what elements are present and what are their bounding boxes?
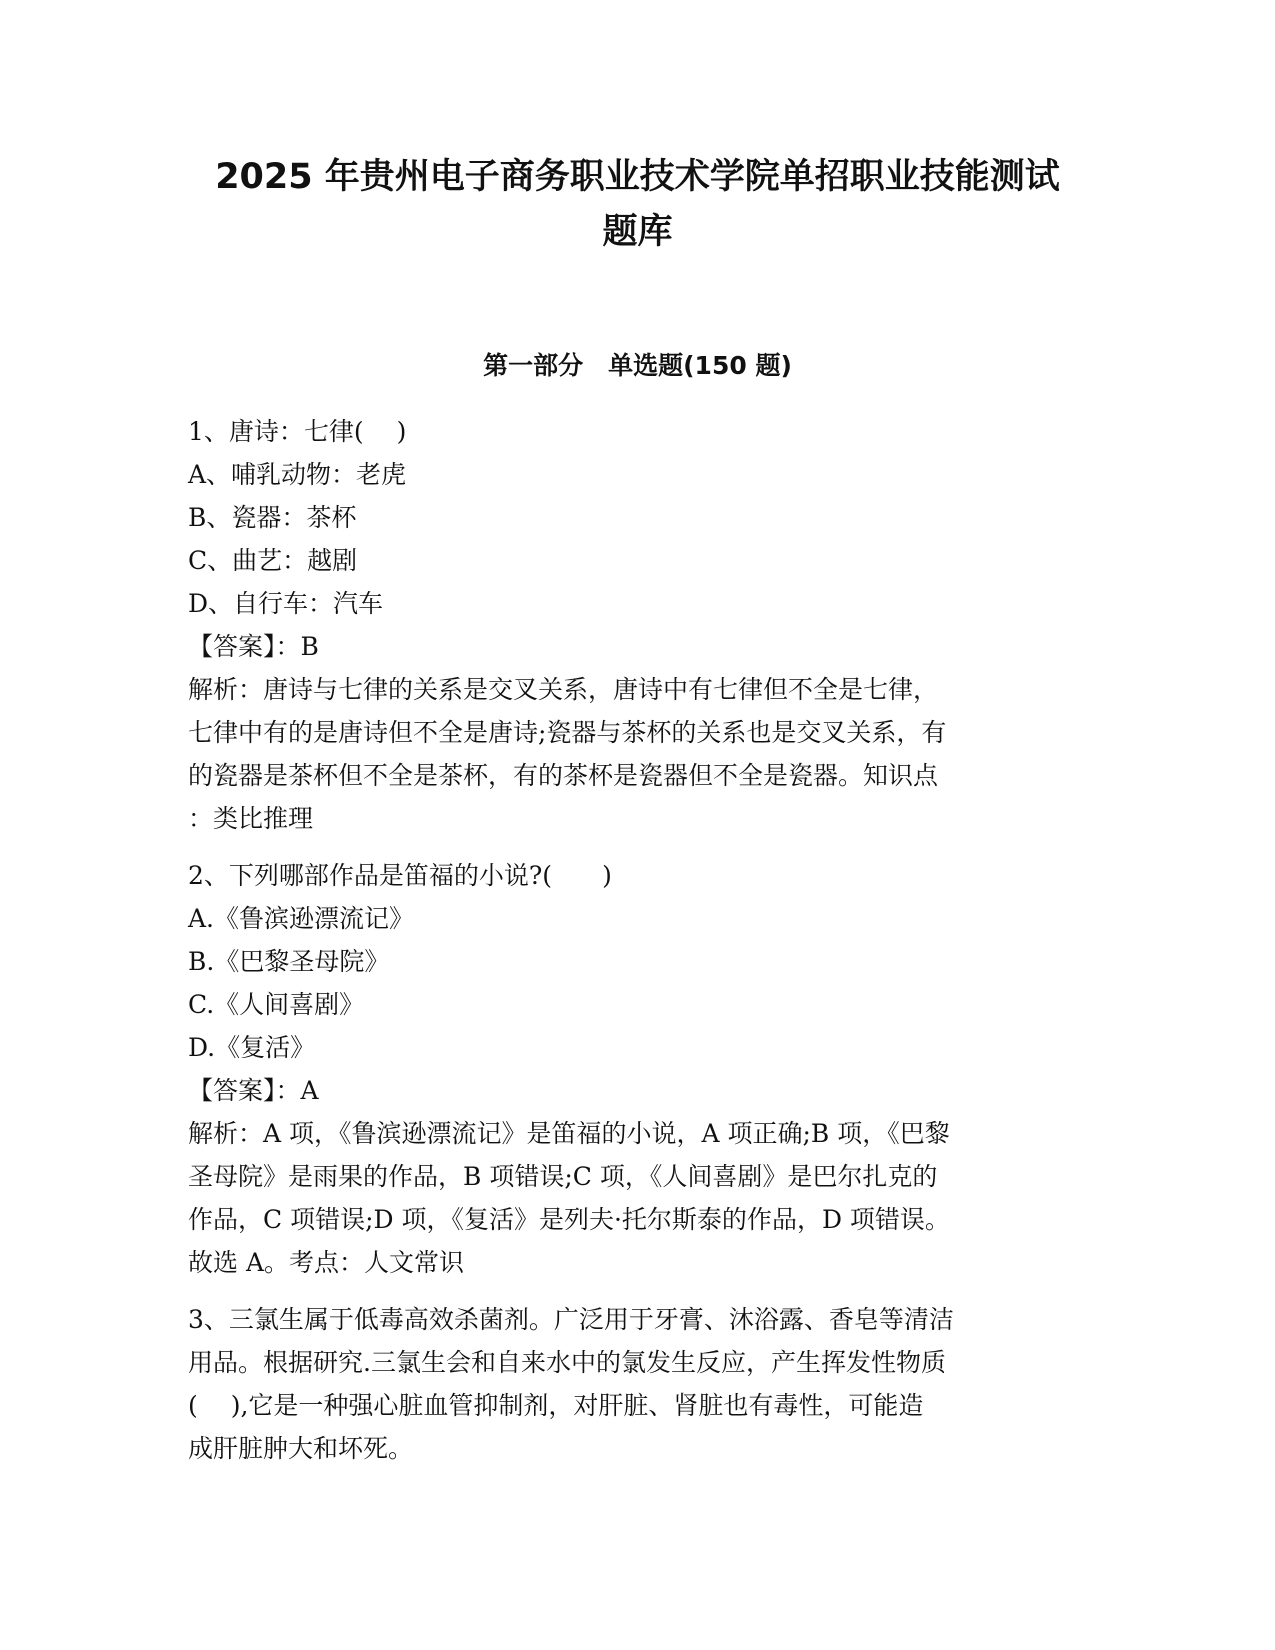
analysis-line: 圣母院》是雨果的作品，B 项错误;C 项，《人间喜剧》是巴尔扎克的 (188, 1162, 938, 1191)
analysis-line: 解析：唐诗与七律的关系是交叉关系，唐诗中有七律但不全是七律， (188, 675, 939, 704)
question-stem: ( ),它是一种强心脏血管抑制剂，对肝脏、肾脏也有毒性，可能造 (188, 1391, 924, 1420)
question-1 (188, 410, 1088, 840)
question-list (188, 410, 1088, 1484)
document-title (180, 150, 1095, 260)
question-stem: 2、下列哪部作品是笛福的小说?( ) (188, 861, 612, 890)
option-b: B、瓷器：茶杯 (188, 503, 357, 532)
option-b: B.《巴黎圣母院》 (188, 947, 390, 976)
analysis-line: 作品，C 项错误;D 项，《复活》是列夫·托尔斯泰的作品，D 项错误。 (188, 1205, 950, 1234)
question-stem: 成肝脏肿大和坏死。 (188, 1434, 414, 1463)
answer-label: 【答案】：A (188, 1076, 319, 1105)
option-c: C.《人间喜剧》 (188, 990, 365, 1019)
option-d: D.《复活》 (188, 1033, 316, 1062)
analysis-line: 的瓷器是茶杯但不全是茶杯，有的茶杯是瓷器但不全是瓷器。知识点 (188, 761, 939, 790)
answer-label: 【答案】：B (188, 632, 319, 661)
document-title-line-2: 题库 (602, 212, 673, 252)
document-title-line-1: 2025 年贵州电子商务职业技术学院单招职业技能测试 (215, 157, 1060, 197)
analysis-line: 七律中有的是唐诗但不全是唐诗;瓷器与茶杯的关系也是交叉关系，有 (188, 718, 947, 747)
option-d: D、自行车：汽车 (188, 589, 384, 618)
question-stem: 3、三氯生属于低毒高效杀菌剂。广泛用于牙膏、沐浴露、香皂等清洁 (188, 1305, 954, 1334)
option-a: A.《鲁滨逊漂流记》 (188, 904, 415, 933)
question-2 (188, 854, 1088, 1284)
analysis-line: ：类比推理 (188, 804, 314, 833)
analysis-line: 解析：A 项，《鲁滨逊漂流记》是笛福的小说，A 项正确;B 项，《巴黎 (188, 1119, 950, 1148)
question-stem: 1、唐诗：七律( ) (188, 417, 407, 446)
question-3 (188, 1298, 1088, 1470)
section-heading: 第一部分 单选题(150 题) (483, 351, 792, 380)
analysis-line: 故选 A。考点：人文常识 (188, 1248, 465, 1277)
option-a: A、哺乳动物：老虎 (188, 460, 407, 489)
option-c: C、曲艺：越剧 (188, 546, 358, 575)
question-stem: 用品。根据研究.三氯生会和自来水中的氯发生反应，产生挥发性物质 (188, 1348, 946, 1377)
